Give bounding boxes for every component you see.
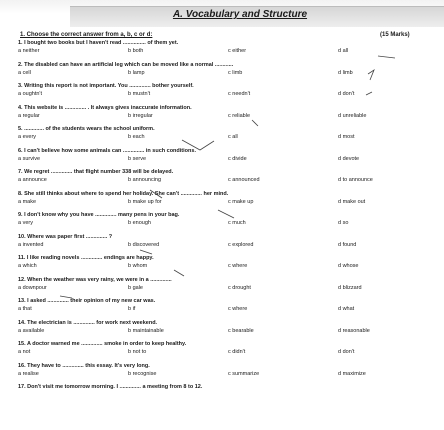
question-text: 3. Writing this report is not important. You .............. bother yourself. <box>18 83 194 89</box>
answer-option[interactable]: d whose <box>338 263 359 269</box>
options-row <box>18 349 428 356</box>
question-text: 14. The electrician is .............. for work next weekend. <box>18 319 158 326</box>
answer-option[interactable]: a realise <box>18 370 39 377</box>
options-row <box>18 371 428 378</box>
answer-option[interactable]: a very <box>18 220 33 226</box>
answer-option[interactable]: b each <box>128 134 145 140</box>
answer-option[interactable]: b enough <box>128 220 151 226</box>
answer-option[interactable]: d so <box>338 220 349 226</box>
answer-option[interactable]: b recognise <box>128 370 157 377</box>
options-row <box>18 306 428 313</box>
answer-option[interactable]: d to announce <box>338 177 373 183</box>
answer-option[interactable]: a available <box>18 327 45 334</box>
options-row <box>18 328 428 335</box>
answer-option[interactable]: a announce <box>18 177 47 183</box>
options-row <box>18 220 428 227</box>
answer-option[interactable]: a make <box>18 198 37 205</box>
answer-option[interactable]: d all <box>338 48 349 54</box>
question-text: 1. I bought two books but I haven't read ............... of them yet. <box>18 40 179 46</box>
answer-option[interactable]: c all <box>228 134 238 140</box>
question-text: 9. I don't know why you have .............. many pens in your bag. <box>18 212 180 218</box>
answer-option[interactable]: a survive <box>18 155 41 162</box>
answer-option[interactable]: b irregular <box>128 112 153 119</box>
answer-option[interactable]: b both <box>128 48 144 54</box>
answer-option[interactable]: c drought <box>228 284 251 291</box>
answer-option[interactable]: c where <box>228 263 248 269</box>
answer-option[interactable]: c divide <box>228 155 247 162</box>
options-row <box>18 156 428 163</box>
answer-option[interactable]: d unreliable <box>338 112 367 119</box>
answer-option[interactable]: d what <box>338 306 355 312</box>
question-text: 2. The disabled can have an artificial leg which can be moved like a normal ............ <box>18 61 234 68</box>
question-text: 16. They have to .............. this essay. It's very long. <box>18 362 150 369</box>
answer-option[interactable]: c bearable <box>228 327 254 334</box>
answer-option[interactable]: b gale <box>128 284 143 291</box>
answer-option[interactable]: c much <box>228 220 246 226</box>
answer-option[interactable]: a downpour <box>18 284 47 291</box>
section-title: A. Vocabulary and Structure <box>172 9 308 20</box>
question-text: 4. This website is .............. . It always gives inaccurate information. <box>18 104 192 111</box>
answer-option[interactable]: a not <box>18 349 31 355</box>
options-row <box>18 177 428 184</box>
question-text: 15. A doctor warned me .............. smoke in order to keep healthy. <box>18 341 187 347</box>
answer-option[interactable]: b lamp <box>128 69 145 76</box>
answer-option[interactable]: d maximize <box>338 370 366 377</box>
answer-option[interactable]: a neither <box>18 48 40 54</box>
options-row <box>18 48 428 55</box>
answer-option[interactable]: c didn't <box>228 349 246 355</box>
answer-option[interactable]: b discovered <box>128 241 160 248</box>
question-text: 7. We regret .............. that flight number 338 will be delayed. <box>18 169 174 175</box>
answer-option[interactable]: d found <box>338 241 357 248</box>
question-text: 12. When the weather was very rainy, we were in a .............. <box>18 276 172 283</box>
answer-option[interactable]: d make out <box>338 198 366 205</box>
options-row <box>18 91 428 98</box>
answer-option[interactable]: c needn't <box>228 91 251 97</box>
instructions-text: 1. Choose the correct answer from a, b, c or d: <box>20 32 153 38</box>
answer-option[interactable]: d don't <box>338 91 355 97</box>
options-row <box>18 113 428 120</box>
answer-option[interactable]: b serve <box>128 155 147 162</box>
options-row <box>18 242 428 249</box>
marks-label: (15 Marks) <box>380 32 410 38</box>
answer-option[interactable]: c explored <box>228 241 254 248</box>
options-row <box>18 199 428 206</box>
answer-option[interactable]: a oughtn't <box>18 91 42 97</box>
answer-option[interactable]: b mustn't <box>128 91 151 97</box>
answer-option[interactable]: d reasonable <box>338 327 370 334</box>
answer-option[interactable]: d devote <box>338 155 360 162</box>
answer-option[interactable]: a cell <box>18 69 31 76</box>
answer-option[interactable]: a every <box>18 134 37 140</box>
options-row <box>18 263 428 270</box>
answer-option[interactable]: b if <box>128 306 136 312</box>
answer-option[interactable]: a which <box>18 263 37 269</box>
answer-option[interactable]: b make up for <box>128 198 162 205</box>
question-text: 10. Where was paper first .............. ? <box>18 233 113 240</box>
answer-option[interactable]: d don't <box>338 349 355 355</box>
options-row <box>18 134 428 141</box>
answer-option[interactable]: a regular <box>18 112 40 119</box>
question-text: 6. I can't believe how some animals can .............. in such conditions. <box>18 147 196 154</box>
question-text: 17. Don't visit me tomorrow morning. I .............. a meeting from 8 to 12. <box>18 384 203 390</box>
answer-option[interactable]: b not to <box>128 349 147 355</box>
answer-option[interactable]: d most <box>338 134 355 140</box>
answer-option[interactable]: d limb <box>338 69 353 76</box>
answer-option[interactable]: c limb <box>228 69 243 76</box>
answer-option[interactable]: d blizzard <box>338 284 362 291</box>
answer-option[interactable]: a that <box>18 306 32 312</box>
answer-option[interactable]: c make up <box>228 198 254 205</box>
answer-option[interactable]: c where <box>228 306 248 312</box>
answer-option[interactable]: c summarize <box>228 370 260 377</box>
answer-option[interactable]: b maintainable <box>128 327 164 334</box>
answer-option[interactable]: c reliable <box>228 112 251 119</box>
answer-option[interactable]: b whom <box>128 263 148 269</box>
answer-option[interactable]: c announced <box>228 177 260 183</box>
options-row <box>18 70 428 77</box>
question-text: 11. I like reading novels .............. endings are happy. <box>18 255 154 261</box>
options-row <box>18 285 428 292</box>
question-text: 5. ............. of the students wears the school uniform. <box>18 126 155 132</box>
question-text: 8. She still thinks about where to spend her holiday. She can't .............. her mind. <box>18 190 229 197</box>
question-text: 13. I asked .............. their opinion of my new car was. <box>18 298 156 304</box>
answer-option[interactable]: a invented <box>18 241 44 248</box>
answer-option[interactable]: b announcing <box>128 177 162 183</box>
answer-option[interactable]: c either <box>228 48 247 54</box>
